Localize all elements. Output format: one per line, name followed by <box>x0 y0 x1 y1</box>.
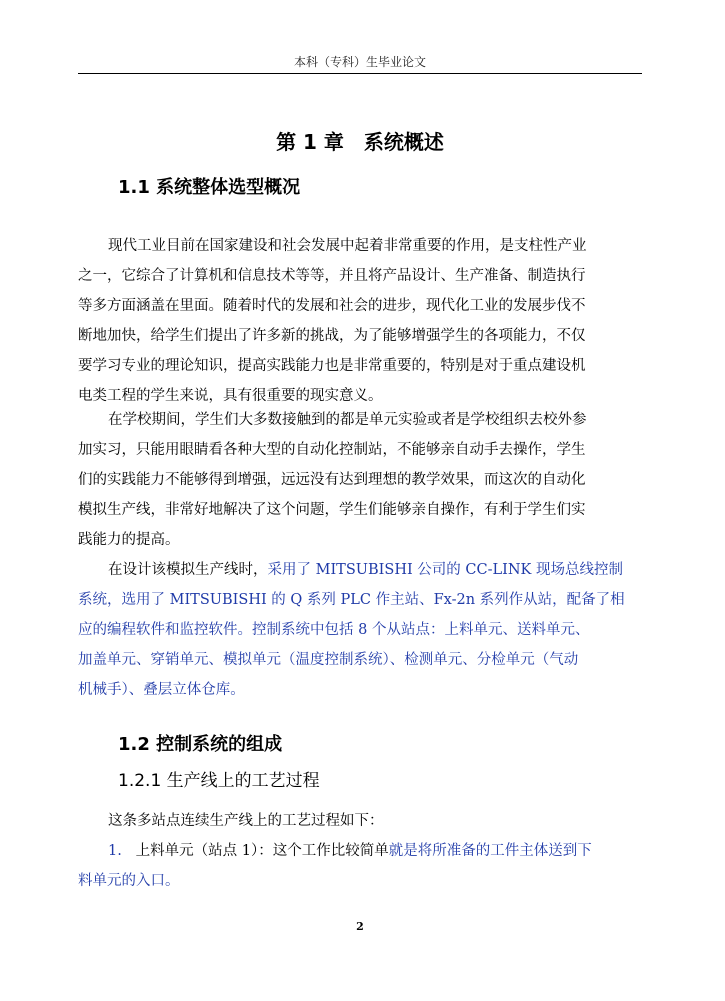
paragraph-intro <box>78 806 644 836</box>
paragraph-3 <box>78 555 644 705</box>
header-rule <box>78 73 642 74</box>
text-line: 在学校期间，学生们大多数接触到的都是单元实验或者是学校组织去校外参 <box>108 412 587 428</box>
text-line: 们的实践能力不能够得到增强，远远没有达到理想的教学效果，而这次的自动化 <box>78 472 586 488</box>
text-line: 现代工业目前在国家建设和社会发展中起着非常重要的作用，是支柱性产业 <box>108 238 587 254</box>
highlighted-text-line: 加盖单元、穿销单元、模拟单元（温度控制系统）、检测单元、分检单元（气动 <box>78 652 579 668</box>
section-title-1-1: 1.1 系统整体选型概况 <box>118 177 301 198</box>
running-header: 本科（专科）生毕业论文 <box>293 55 426 69</box>
text-line: 之一，它综合了计算机和信息技术等等，并且将产品设计、生产准备、制造执行 <box>78 268 586 284</box>
text-line: 模拟生产线，非常好地解决了这个问题，学生们能够亲自操作，有利于学生们实 <box>78 502 586 518</box>
subsection-title-1-2-1: 1.2.1 生产线上的工艺过程 <box>118 771 320 791</box>
paragraph-1 <box>78 231 644 411</box>
text-line: 要学习专业的理论知识，提高实践能力也是非常重要的，特别是对于重点建设机 <box>78 358 586 374</box>
text-line: 这条多站点连续生产线上的工艺过程如下： <box>108 813 384 829</box>
text-line: 断地加快，给学生们提出了许多新的挑战，为了能够增强学生的各项能力，不仅 <box>78 328 586 344</box>
text-line <box>78 836 644 866</box>
highlighted-text-line: 系统，选用了 MITSUBISHI 的 Q 系列 PLC 作主站、Fx-2n 系列作从站，配备了相 <box>78 592 625 608</box>
highlighted-text-line: 应的编程软件和监控软件。控制系统中包括 8 个从站点：上料单元、送料单元、 <box>78 622 590 638</box>
text-run: 在设计该模拟生产线时， <box>108 562 268 578</box>
text-line: 等多方面涵盖在里面。随着时代的发展和社会的进步，现代化工业的发展步伐不 <box>78 298 586 314</box>
highlighted-text-line: 料单元的入口。 <box>78 873 180 889</box>
section-title-1-2: 1.2 控制系统的组成 <box>118 734 283 755</box>
text-run: 上料单元（站点 1）：这个工作比较简单 <box>135 843 389 859</box>
highlighted-text-run: 就是将所准备的工件主体送到下 <box>388 843 592 859</box>
highlighted-text-line: 机械手）、叠层立体仓库。 <box>78 682 245 698</box>
text-line: 践能力的提高。 <box>78 532 180 548</box>
list-number: 1. <box>108 843 122 859</box>
chapter-title: 第 1 章 系统概述 <box>276 130 444 154</box>
highlighted-text-run: 采用了 MITSUBISHI 公司的 CC-LINK 现场总线控制 <box>267 562 623 578</box>
text-line: 电类工程的学生来说，具有很重要的现实意义。 <box>78 388 383 404</box>
list-item-1 <box>78 836 644 896</box>
text-line <box>78 555 644 585</box>
page-number: 2 <box>356 920 364 933</box>
paragraph-2 <box>78 405 644 555</box>
text-line: 加实习，只能用眼睛看各种大型的自动化控制站，不能够亲自动手去操作，学生 <box>78 442 586 458</box>
